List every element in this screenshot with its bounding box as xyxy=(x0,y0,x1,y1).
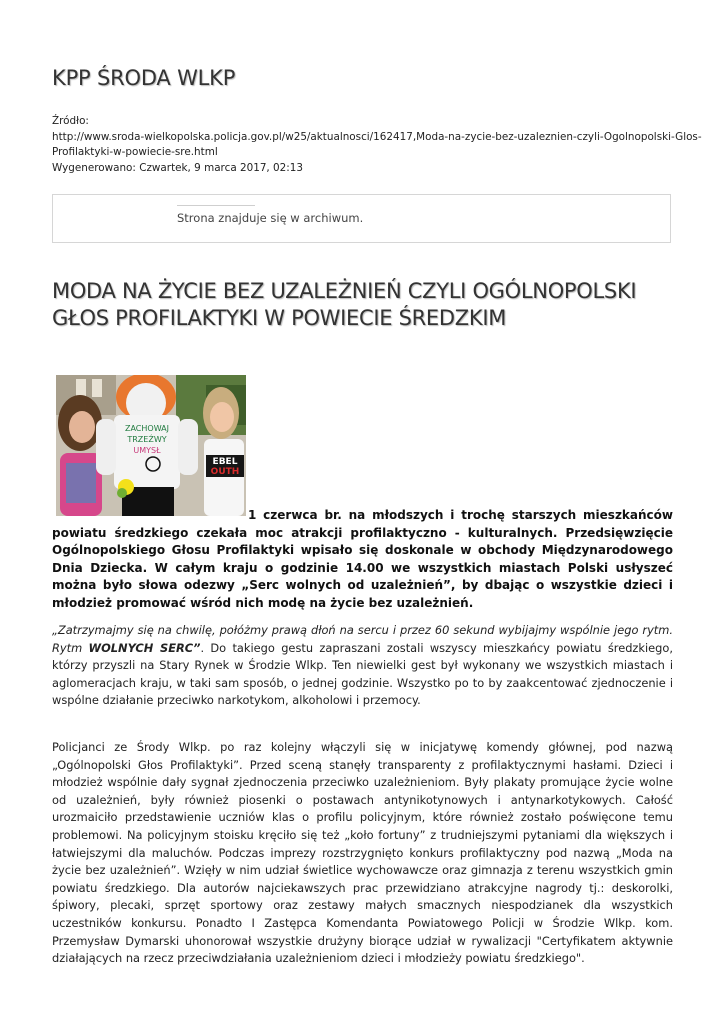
mascot-shirt-text-3: UMYSŁ xyxy=(133,446,161,455)
girl-shirt-text-1: EBEL xyxy=(212,457,238,467)
paragraph-1-rest: . Do takiego gestu zapraszani zostali wszyscy mieszkańcy powiatu średzkiego, którzy przyszli na Stary Rynek w Środzie Wlkp. Ten niewielki gest był wykonany we wszystkich miastach i aglomeracjach kraju, w taki sam sposób, o jednej godzinie. Wszystko po to by zaakcentować zjednoczenie i wspólne działanie przeciwko narkotykom, alkoholowi i przemocy. xyxy=(52,640,673,708)
article-lead xyxy=(52,507,673,613)
article-title: MODA NA ŻYCIE BEZ UZALEŻNIEŃ CZYLI OGÓLNOPOLSKI GŁOS PROFILAKTYKI W POWIECIE ŚREDZKIM xyxy=(52,279,637,330)
source-meta xyxy=(52,114,702,176)
article-paragraph-2: Policjanci ze Środy Wlkp. po raz kolejny włączyli się w inicjatywę komendy głównej, pod nazwą „Ogólnopolski Głos Profilaktyki”. Przed sceną stanęły transparenty z profilaktycznymi hasłami. Dzieci i młodzież wspólnie dały sygnał zjednoczenia przeciwko uzależnieniom. Były plakaty promujące życie wolne od uzależnień, były również piosenki o postawach antynikotynowych i antynarkotykowych. Całość urozmaiciło przedstawienie uczniów klas o profilu policyjnym, które również zostało poświęcone temu problemowi. Na policyjnym stoisku kręciło się też „koło fortuny” z trudniejszymi pytaniami dla większych i łatwiejszymi dla maluchów. Podczas imprezy rozstrzygnięto konkurs profilaktyczny pod nazwą „Moda na życie bez uzależnień”. Wzięły w nim udział świetlice wychowawcze oraz gimnazja z terenu wszystkich gmin powiatu średzkiego. Dla autorów najciekawszych prac przewidziano atrakcyjne nagrody tj.: deskorolki, śpiwory, plecaki, sprzęt sportowy oraz zestawy małych smacznych niespodzianek dla wszystkich uczestników konkursu. Ponadto I Zastępca Komendanta Powiatowego Policji w Środzie Wlkp. kom. Przemysław Dymarski uhonorował wszystkie drużyny biorące udział w rywalizacji "Certyfikatem aktywnie działających na rzecz przeciwdziałania uzależnieniom dzieci i młodzieży powiatu średzkiego". xyxy=(52,740,673,966)
mascot-shirt-text-1: ZACHOWAJ xyxy=(124,424,170,433)
article-photo xyxy=(56,375,246,516)
source-url-line-1[interactable]: http://www.sroda-wielkopolska.policja.gov.pl/w25/aktualnosci/162417,Moda-na-zycie-bez-uzaleznien-czyli-Ogolnopolski-Glos- xyxy=(52,130,702,143)
article-paragraph-1 xyxy=(52,622,673,710)
girl-shirt-text-2: OUTH xyxy=(210,467,240,477)
generated-date: Wygenerowano: Czwartek, 9 marca 2017, 02:13 xyxy=(52,161,303,174)
article-lead-text: 1 czerwca br. na młodszych i trochę starszych mieszkańców powiatu średzkiego czekała moc atrakcji profilaktyczno - kulturalnych. Przedsięwzięcie Ogólnopolskiego Głosu Profilaktyki wpisało się doskonale w obchody Międzynarodowego Dnia Dziecka. W całym kraju o godzinie 14.00 we wszystkich miastach Polski usłyszeć można było słowa odezwy „Serc wolnych od uzależnień”, by dbając o wszystkie dzieci i młodzież promować wśród nich modę na życie bez uzależnień. xyxy=(52,508,673,610)
paragraph-1-quote-bold: WOLNYCH SERC” xyxy=(88,640,201,655)
site-title: KPP ŚRODA WLKP xyxy=(52,66,236,90)
archive-notice xyxy=(52,194,671,243)
archive-divider xyxy=(177,205,255,206)
mascot-shirt-text-2: TRZEŹWY xyxy=(127,435,167,444)
source-url-line-2[interactable]: Profilaktyki-w-powiecie-sre.html xyxy=(52,146,218,159)
archive-message: Strona znajduje się w archiwum. xyxy=(177,211,364,225)
source-label: Źródło: xyxy=(52,115,89,127)
paragraph-1-quote: „Zatrzymajmy się na chwilę, połóżmy prawą dłoń na sercu i przez 60 sekund wybijajmy wspólnie jego rytm. Rytm xyxy=(52,623,673,655)
